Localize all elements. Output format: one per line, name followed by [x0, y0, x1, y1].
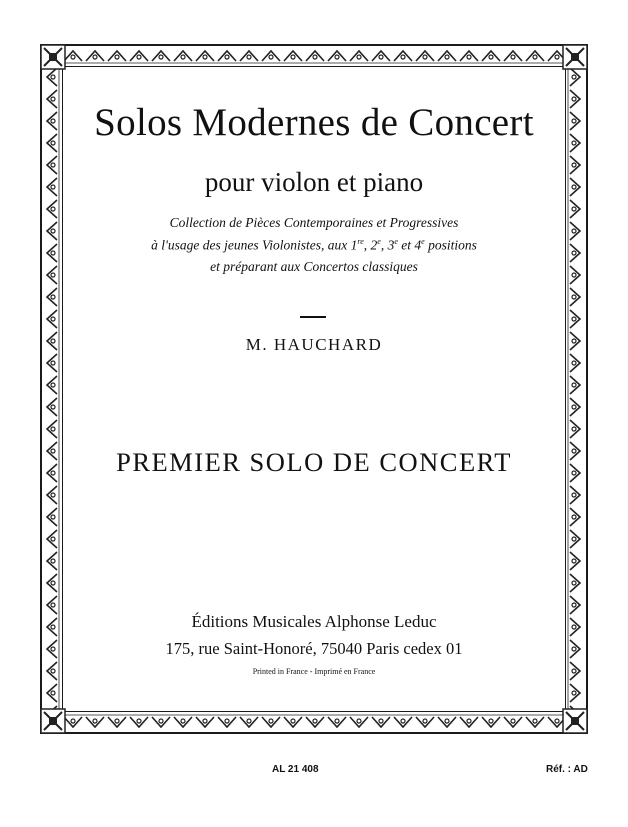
corner-ornament-icon: [562, 44, 588, 70]
position-3: , 3: [380, 237, 395, 253]
ordinal-suffix: re: [357, 237, 364, 246]
printed-in-notice: Printed in France - Imprimé en France: [252, 667, 376, 676]
description-line-3: et préparant aux Concertos classiques: [210, 259, 418, 274]
description-line-2: [0, 237, 628, 254]
description-line-1: Collection de Pièces Contemporaines et Progressives: [169, 215, 459, 230]
border-bottom-band: [62, 713, 566, 731]
position-4: et 4: [397, 237, 422, 253]
position-2: , 2: [363, 237, 378, 253]
piece-title: PREMIER SOLO DE CONCERT: [116, 447, 512, 477]
border-top-band: [62, 47, 566, 65]
reference-label: Réf. : AD: [546, 764, 588, 775]
corner-ornament-icon: [562, 708, 588, 734]
separator-dash: [300, 316, 326, 318]
publisher-name: Éditions Musicales Alphonse Leduc: [191, 612, 437, 631]
corner-ornament-icon: [40, 44, 66, 70]
corner-ornament-icon: [40, 708, 66, 734]
ordinal-suffix: e: [394, 237, 398, 246]
catalog-number: AL 21 408: [272, 764, 319, 775]
description-line-2-end: positions: [424, 237, 477, 253]
collection-title: Solos Modernes de Concert: [94, 101, 534, 144]
composer-name: M. HAUCHARD: [245, 335, 383, 354]
publisher-address: 175, rue Saint-Honoré, 75040 Paris cedex 01: [165, 639, 463, 658]
ordinal-suffix: e: [377, 237, 381, 246]
ordinal-suffix: e: [421, 237, 425, 246]
description-line-2-start: à l'usage des jeunes Violonistes, aux 1: [151, 237, 358, 253]
collection-subtitle: pour violon et piano: [204, 167, 424, 197]
